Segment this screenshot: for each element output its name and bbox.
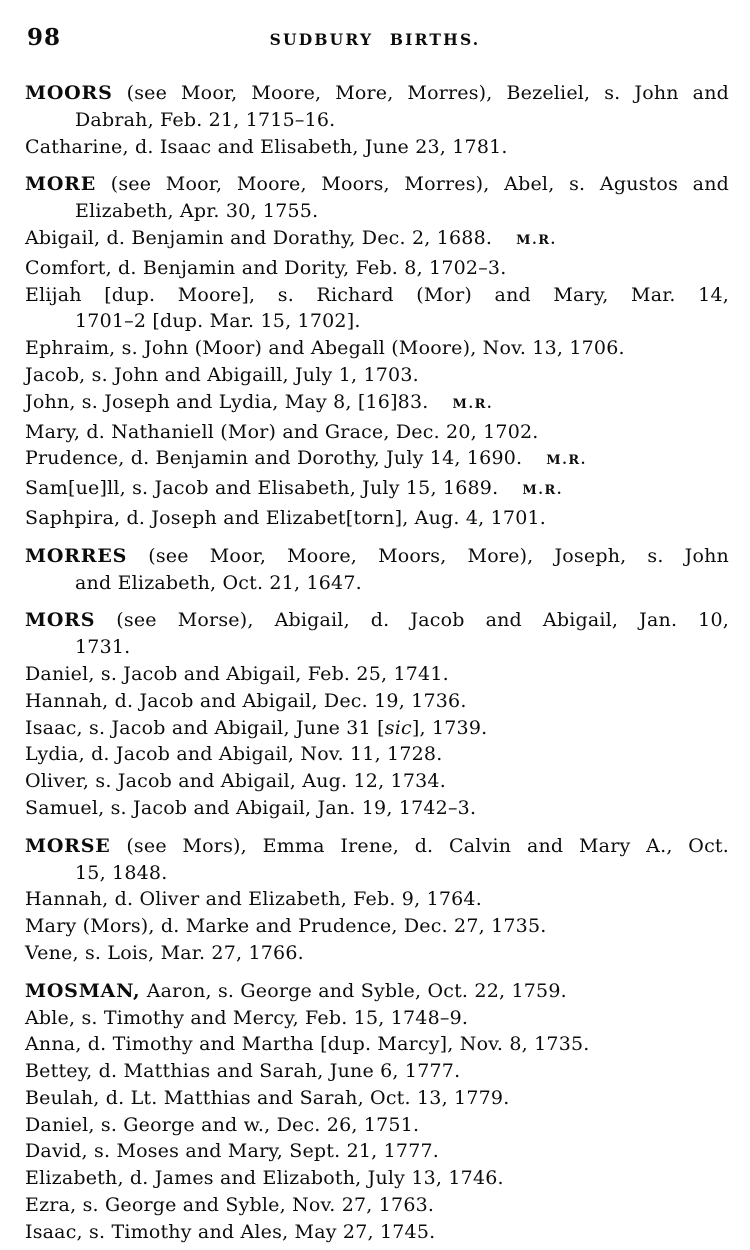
record-line: Comfort, d. Benjamin and Dority, Feb. 8, 1702–3. (25, 256, 507, 279)
record-line: MOSMAN, Aaron, s. George and Syble, Oct. 22, 1759. (25, 979, 567, 1002)
surname-headword: MORE (25, 173, 97, 196)
record-line: MORRES (see Moor, Moore, Moors, More), Joseph, s. John (25, 544, 729, 567)
page-header (0, 22, 750, 56)
record-line: Ezra, s. George and Syble, Nov. 27, 1763. (25, 1194, 435, 1217)
record-line: Lydia, d. Jacob and Abigail, Nov. 11, 1728. (25, 743, 443, 766)
running-header: SUDBURY BIRTHS. (269, 30, 481, 49)
mr-abbreviation: M.R. (452, 396, 494, 412)
mr-abbreviation: M.R. (522, 483, 563, 499)
surname-headword: MORS (25, 609, 96, 632)
surname-headword: MORSE (25, 834, 111, 857)
record-line: and Elizabeth, Oct. 21, 1647. (75, 571, 362, 594)
record-line: 1701–2 [dup. Mar. 15, 1702]. (75, 310, 361, 333)
record-line: MOORS (see Moor, Moore, More, Morres), Bezeliel, s. John and (25, 82, 729, 104)
record-line: Vene, s. Lois, Mar. 27, 1766. (25, 941, 304, 964)
record-line: MORSE (see Mors), Emma Irene, d. Calvin and Mary A., Oct. (25, 834, 729, 857)
record-line: Catharine, d. Isaac and Elisabeth, June 23, 1781. (25, 135, 508, 158)
record-line: Elizabeth, d. James and Elizaboth, July 13, 1746. (25, 1167, 504, 1190)
record-line: MORS (see Morse), Abigail, d. Jacob and Abigail, Jan. 10, (25, 609, 729, 632)
record-line: Hannah, d. Oliver and Elizabeth, Feb. 9, 1764. (25, 888, 482, 911)
surname-headword: MORRES (25, 544, 128, 567)
record-line: Daniel, s. George and w., Dec. 26, 1751. (25, 1113, 420, 1136)
record-line: Abigail, d. Benjamin and Dorathy, Dec. 2, 1688. M.R. (25, 226, 557, 249)
record-line: Oliver, s. Jacob and Abigail, Aug. 12, 1734. (25, 770, 446, 793)
record-line: Ephraim, s. John (Moor) and Abegall (Moore), Nov. 13, 1706. (25, 337, 625, 360)
mr-abbreviation: M.R. (546, 453, 587, 469)
record-line: MORE (see Moor, Moore, Moors, Morres), Abel, s. Agustos and (25, 173, 729, 196)
record-line: Mary, d. Nathaniell (Mor) and Grace, Dec. 20, 1702. (25, 420, 539, 443)
record-line: David, s. Moses and Mary, Sept. 21, 1777. (25, 1140, 440, 1163)
record-line: Hannah, d. Jacob and Abigail, Dec. 19, 1736. (25, 689, 467, 712)
surname-headword: MOORS (25, 82, 113, 104)
record-line: Sam[ue]ll, s. Jacob and Elisabeth, July 15, 1689. M.R. (25, 477, 563, 500)
mr-abbreviation: M.R. (516, 232, 557, 248)
record-line: Bettey, d. Matthias and Sarah, June 6, 1777. (25, 1060, 461, 1083)
record-line: Prudence, d. Benjamin and Dorothy, July 14, 1690. M.R. (25, 447, 587, 470)
record-line: 15, 1848. (75, 861, 168, 884)
record-line: Able, s. Timothy and Mercy, Feb. 15, 1748–9. (25, 1006, 469, 1029)
record-line: Dabrah, Feb. 21, 1715–16. (75, 108, 336, 131)
record-line: Saphpira, d. Joseph and Elizabet[torn], Aug. 4, 1701. (25, 506, 547, 529)
record-line: Anna, d. Timothy and Martha [dup. Marcy], Nov. 8, 1735. (25, 1033, 590, 1056)
records-container (25, 80, 729, 1246)
record-line: Isaac, s. Timothy and Ales, May 27, 1745. (25, 1220, 436, 1243)
sic-italic: sic (384, 716, 412, 739)
record-line: Samuel, s. Jacob and Abigail, Jan. 19, 1742–3. (25, 796, 477, 819)
record-line: Jacob, s. John and Abigaill, July 1, 1703. (25, 363, 419, 386)
record-line: John, s. Joseph and Lydia, May 8, [16]83. M.R. (25, 390, 494, 413)
record-line: Daniel, s. Jacob and Abigail, Feb. 25, 1741. (25, 662, 449, 685)
surname-headword: MOSMAN, (25, 979, 141, 1002)
record-line: Elijah [dup. Moore], s. Richard (Mor) and Mary, Mar. 14, (25, 283, 729, 306)
record-line: 1731. (75, 636, 131, 659)
record-line: Elizabeth, Apr. 30, 1755. (75, 200, 319, 223)
record-line: Mary (Mors), d. Marke and Prudence, Dec. 27, 1735. (25, 915, 547, 938)
record-line: Beulah, d. Lt. Matthias and Sarah, Oct. 13, 1779. (25, 1086, 510, 1109)
record-line: Isaac, s. Jacob and Abigail, June 31 [sic], 1739. (25, 716, 488, 739)
page-number: 98 (27, 24, 62, 51)
